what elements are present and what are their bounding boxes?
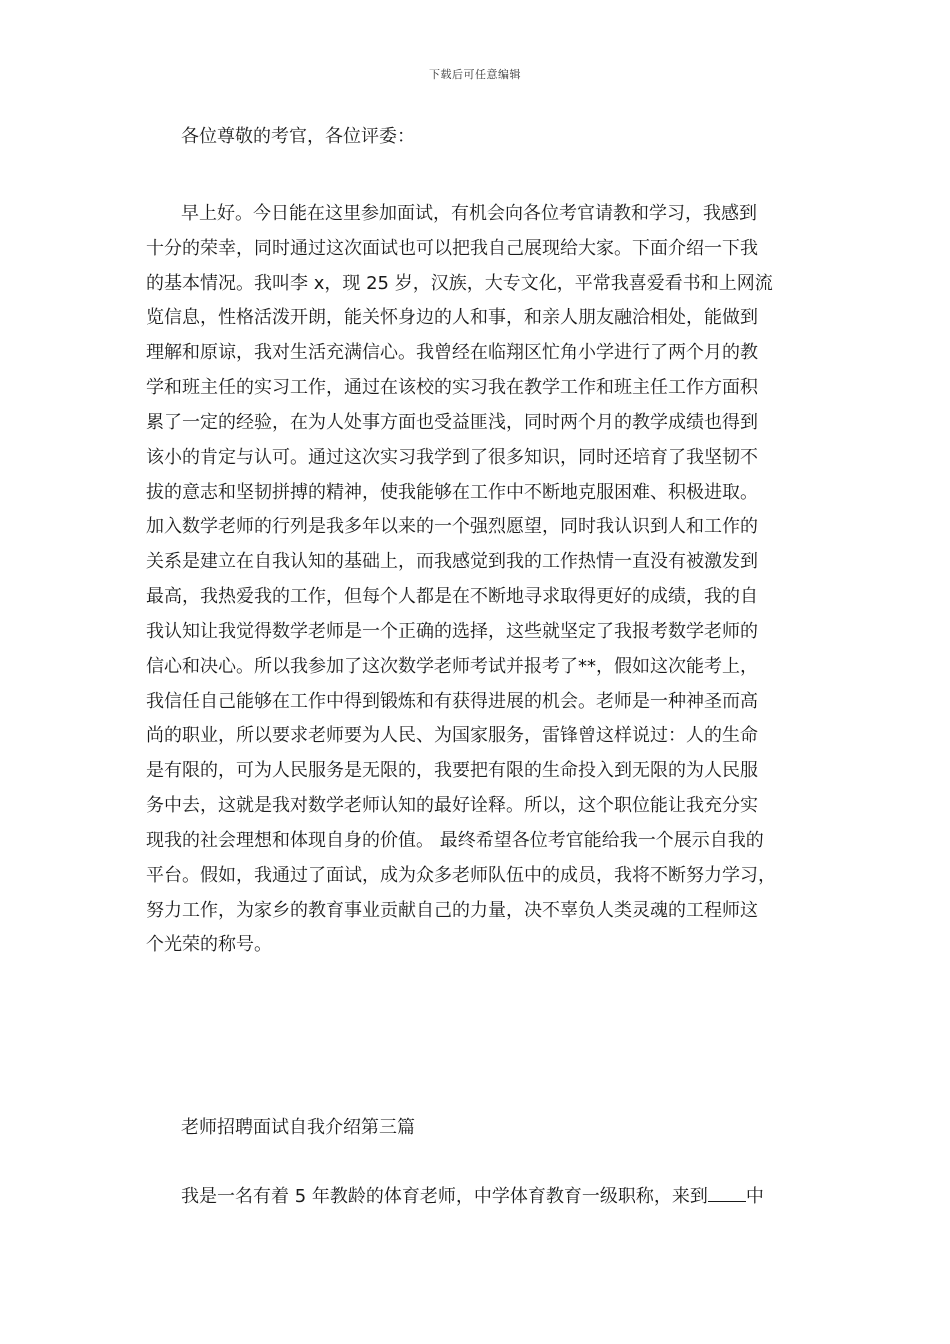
paragraph-line: 学和班主任的实习工作，通过在该校的实习我在教学工作和班主任工作方面积 bbox=[146, 377, 758, 399]
salutation: 各位尊敬的考官，各位评委： bbox=[181, 126, 415, 147]
paragraph-line: 是有限的，可为人民服务是无限的，我要把有限的生命投入到无限的为人民服 bbox=[146, 760, 758, 782]
paragraph-line: 平台。假如，我通过了面试，成为众多老师队伍中的成员，我将不断努力学习， bbox=[146, 864, 776, 886]
paragraph-line: 我信任自己能够在工作中得到锻炼和有获得进展的机会。老师是一种神圣而高 bbox=[146, 690, 758, 712]
paragraph-line: 加入数学老师的行列是我多年以来的一个强烈愿望，同时我认识到人和工作的 bbox=[146, 516, 758, 538]
paragraph-line: 累了一定的经验，在为人处事方面也受益匪浅，同时两个月的教学成绩也得到 bbox=[146, 411, 758, 433]
section-body-text: 我是一名有着 5 年教龄的体育老师，中学体育教育一级职称，来到 bbox=[181, 1186, 708, 1207]
paragraph-line: 我认知让我觉得数学老师是一个正确的选择，这些就坚定了我报考数学老师的 bbox=[146, 620, 758, 642]
section-body bbox=[181, 1183, 764, 1210]
paragraph-line: 关系是建立在自我认知的基础上，而我感觉到我的工作热情一直没有被激发到 bbox=[146, 551, 758, 573]
paragraph-line: 现我的社会理想和体现自身的价值。 最终希望各位考官能给我一个展示自我的 bbox=[146, 829, 764, 851]
main-paragraph bbox=[146, 201, 826, 967]
paragraph-line: 务中去，这就是我对数学老师认知的最好诠释。所以，这个职位能让我充分实 bbox=[146, 795, 758, 817]
section-body-text-end: 中 bbox=[745, 1186, 764, 1207]
fill-in-blank bbox=[708, 1183, 746, 1202]
paragraph-line: 信心和决心。所以我参加了这次数学老师考试并报考了**，假如这次能考上， bbox=[146, 655, 758, 677]
section-title: 老师招聘面试自我介绍第三篇 bbox=[181, 1117, 415, 1138]
paragraph-line: 的基本情况。我叫李 x，现 25 岁，汉族，大专文化，平常我喜爱看书和上网流 bbox=[146, 272, 773, 294]
paragraph-line: 最高，我热爱我的工作，但每个人都是在不断地寻求取得更好的成绩，我的自 bbox=[146, 586, 758, 608]
paragraph-line: 个光荣的称号。 bbox=[146, 934, 272, 956]
page-header: 下载后可任意编辑 bbox=[429, 68, 521, 81]
paragraph-line: 览信息，性格活泼开朗，能关怀身边的人和事，和亲人朋友融洽相处，能做到 bbox=[146, 307, 758, 329]
paragraph-line: 努力工作，为家乡的教育事业贡献自己的力量，决不辜负人类灵魂的工程师这 bbox=[146, 899, 758, 921]
paragraph-line: 早上好。今日能在这里参加面试，有机会向各位考官请教和学习，我感到 bbox=[181, 203, 757, 224]
paragraph-line: 拔的意志和坚韧拼搏的精神，使我能够在工作中不断地克服困难、积极进取。 bbox=[146, 481, 758, 503]
paragraph-line: 尚的职业，所以要求老师要为人民、为国家服务，雷锋曾这样说过：人的生命 bbox=[146, 725, 758, 747]
paragraph-line: 理解和原谅，我对生活充满信心。我曾经在临翔区忙角小学进行了两个月的教 bbox=[146, 342, 758, 364]
paragraph-line: 十分的荣幸，同时通过这次面试也可以把我自己展现给大家。下面介绍一下我 bbox=[146, 237, 758, 259]
paragraph-line: 该小的肯定与认可。通过这次实习我学到了很多知识，同时还培育了我坚韧不 bbox=[146, 446, 758, 468]
